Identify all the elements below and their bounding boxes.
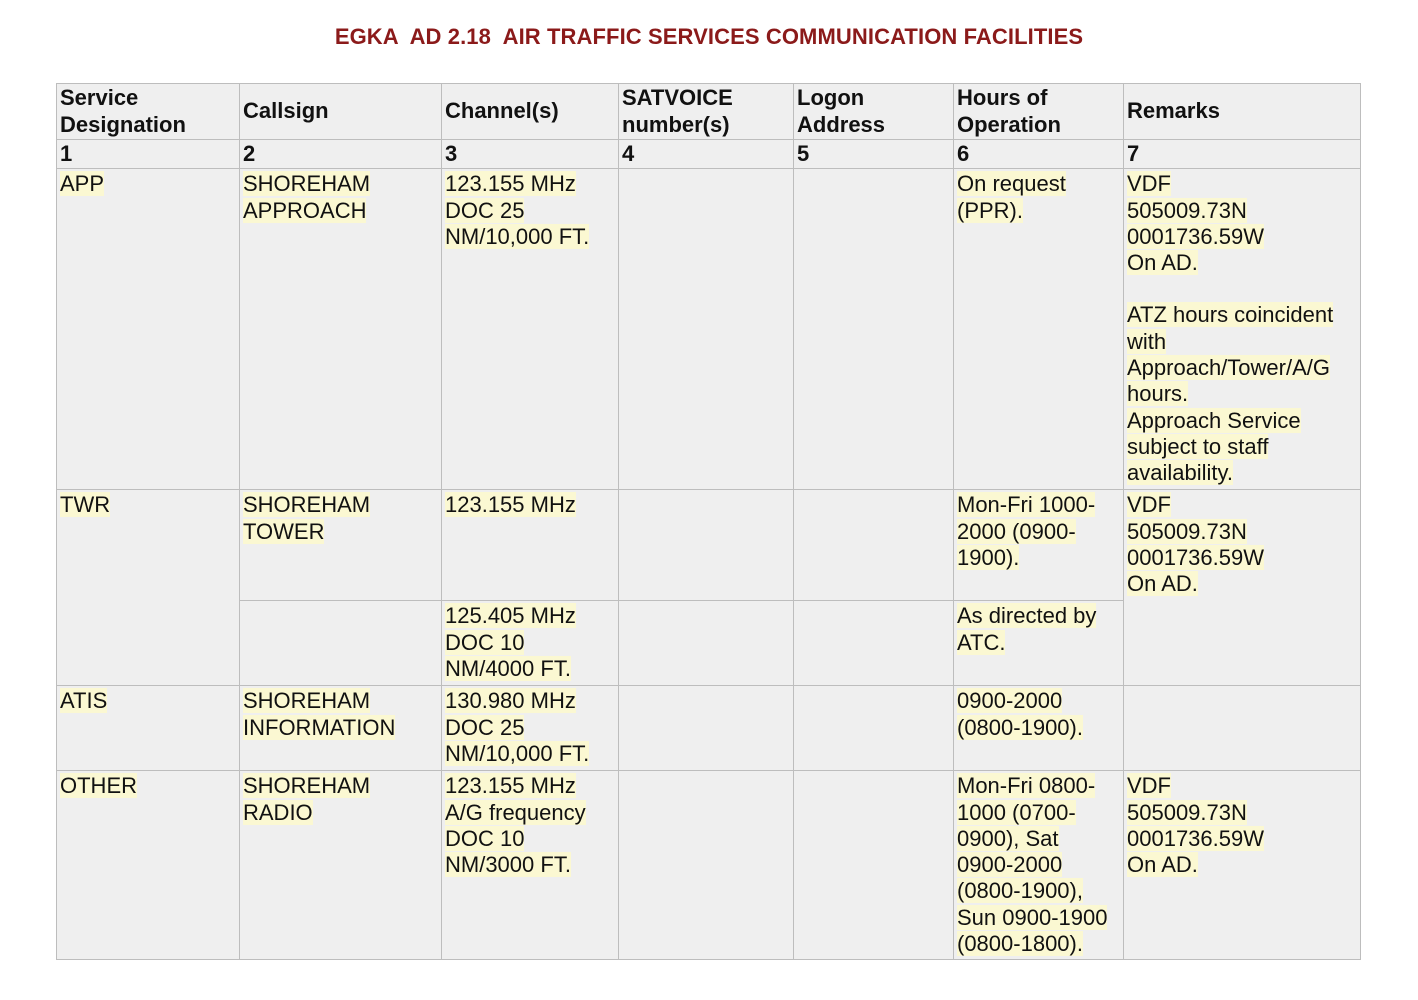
text-line: 2000 (0900- bbox=[957, 518, 1076, 544]
text-line: SHOREHAM bbox=[243, 492, 371, 518]
text-line: ATC. bbox=[957, 629, 1006, 655]
text-line: NM/4000 FT. bbox=[445, 655, 571, 681]
text-line: Channel(s) bbox=[445, 98, 559, 124]
cell-remarks bbox=[1124, 169, 1361, 490]
column-number: 6 bbox=[954, 140, 1124, 169]
cell-callsign bbox=[240, 490, 442, 601]
cell-channels bbox=[442, 686, 619, 771]
text-line: On AD. bbox=[1127, 571, 1198, 597]
column-number: 7 bbox=[1124, 140, 1361, 169]
text-line: (0800-1800). bbox=[957, 931, 1083, 957]
column-number: 1 bbox=[57, 140, 240, 169]
cell-hours bbox=[954, 686, 1124, 771]
text-line: 123.155 MHz bbox=[445, 492, 576, 518]
text-line: 0900-2000 bbox=[957, 688, 1063, 714]
text-line: Mon-Fri 1000- bbox=[957, 492, 1096, 518]
text-line: NM/3000 FT. bbox=[445, 852, 571, 878]
text-line: Approach Service bbox=[1127, 407, 1301, 433]
text-line: Designation bbox=[60, 111, 186, 137]
text-line: 505009.73N bbox=[1127, 799, 1247, 825]
text-line: Mon-Fri 0800- bbox=[957, 773, 1096, 799]
header-channels bbox=[442, 84, 619, 140]
text-line: hours. bbox=[1127, 381, 1189, 407]
column-number: 2 bbox=[240, 140, 442, 169]
cell-service-designation bbox=[57, 490, 240, 686]
text-line: 125.405 MHz bbox=[445, 603, 576, 629]
column-number: 5 bbox=[794, 140, 954, 169]
text-line: Hours of bbox=[957, 85, 1048, 111]
text-line: OTHER bbox=[60, 773, 137, 799]
cell-satvoice bbox=[619, 771, 794, 960]
table-row-other bbox=[57, 771, 1361, 960]
text-line: APPROACH bbox=[243, 197, 367, 223]
text-line: VDF bbox=[1127, 171, 1171, 197]
text-line: NM/10,000 FT. bbox=[445, 223, 590, 249]
header-service-designation bbox=[57, 84, 240, 140]
text-line: TOWER bbox=[243, 518, 325, 544]
text-line: 505009.73N bbox=[1127, 518, 1247, 544]
text-line: (PPR). bbox=[957, 197, 1023, 223]
text-line: 0001736.59W bbox=[1127, 544, 1264, 570]
ats-communication-table bbox=[56, 83, 1361, 960]
cell-hours bbox=[954, 771, 1124, 960]
cell-satvoice bbox=[619, 169, 794, 490]
header-callsign bbox=[240, 84, 442, 140]
cell-callsign bbox=[240, 169, 442, 490]
text-line: On AD. bbox=[1127, 250, 1198, 276]
cell-channels bbox=[442, 169, 619, 490]
cell-callsign bbox=[240, 771, 442, 960]
cell-hours bbox=[954, 601, 1124, 686]
cell-remarks bbox=[1124, 686, 1361, 771]
text-line: DOC 25 bbox=[445, 197, 525, 223]
cell-hours bbox=[954, 169, 1124, 490]
text-line: 123.155 MHz bbox=[445, 171, 576, 197]
cell-channels bbox=[442, 601, 619, 686]
text-line: 1000 (0700- bbox=[957, 799, 1076, 825]
page-title: EGKA AD 2.18 AIR TRAFFIC SERVICES COMMUNICATION FACILITIES bbox=[334, 24, 1084, 49]
text-line: SHOREHAM bbox=[243, 171, 371, 197]
column-number-row bbox=[57, 140, 1361, 169]
text-line: 0001736.59W bbox=[1127, 223, 1264, 249]
table-row-atis bbox=[57, 686, 1361, 771]
table-row-app bbox=[57, 169, 1361, 490]
text-line: On AD. bbox=[1127, 852, 1198, 878]
text-line: As directed by bbox=[957, 603, 1097, 629]
text-line: DOC 10 bbox=[445, 629, 525, 655]
text-line: TWR bbox=[60, 492, 111, 518]
header-hours-of-operation bbox=[954, 84, 1124, 140]
text-line: 130.980 MHz bbox=[445, 688, 576, 714]
cell-service-designation bbox=[57, 771, 240, 960]
text-line: availability. bbox=[1127, 460, 1233, 486]
cell-logon-address bbox=[794, 686, 954, 771]
cell-logon-address bbox=[794, 490, 954, 601]
remarks-atz-block bbox=[1127, 302, 1357, 486]
text-line: 0900), Sat bbox=[957, 825, 1059, 851]
text-line: INFORMATION bbox=[243, 714, 396, 740]
cell-logon-address bbox=[794, 601, 954, 686]
text-line: SATVOICE bbox=[622, 85, 733, 111]
text-line: Address bbox=[797, 111, 886, 137]
text-line: 123.155 MHz bbox=[445, 773, 576, 799]
header-satvoice-numbers bbox=[619, 84, 794, 140]
text-line: Callsign bbox=[243, 98, 329, 124]
text-line: number(s) bbox=[622, 111, 730, 137]
text-line: APP bbox=[60, 171, 105, 197]
text-line: Sun 0900-1900 bbox=[957, 904, 1108, 930]
text-line: (0800-1900). bbox=[957, 714, 1083, 740]
text-line: VDF bbox=[1127, 492, 1171, 518]
text-line: 0001736.59W bbox=[1127, 825, 1264, 851]
column-number: 4 bbox=[619, 140, 794, 169]
text-line: Service bbox=[60, 85, 139, 111]
header-logon-address bbox=[794, 84, 954, 140]
column-number: 3 bbox=[442, 140, 619, 169]
cell-hours bbox=[954, 490, 1124, 601]
text-line: ATIS bbox=[60, 688, 108, 714]
text-line: Logon bbox=[797, 85, 865, 111]
text-line: with bbox=[1127, 328, 1167, 354]
remarks-spacer bbox=[1127, 276, 1357, 302]
remarks-vdf-block bbox=[1127, 171, 1357, 276]
cell-service-designation bbox=[57, 169, 240, 490]
cell-service-designation bbox=[57, 686, 240, 771]
text-line: ATZ hours coincident bbox=[1127, 302, 1334, 328]
cell-callsign bbox=[240, 601, 442, 686]
cell-logon-address bbox=[794, 771, 954, 960]
text-line: Approach/Tower/A/G bbox=[1127, 355, 1330, 381]
header-remarks bbox=[1124, 84, 1361, 140]
text-line: VDF bbox=[1127, 773, 1171, 799]
text-line: RADIO bbox=[243, 799, 313, 825]
text-line: DOC 25 bbox=[445, 714, 525, 740]
cell-remarks bbox=[1124, 490, 1361, 686]
table-row-twr bbox=[57, 490, 1361, 601]
text-line: Remarks bbox=[1127, 98, 1220, 124]
text-line: A/G frequency bbox=[445, 799, 586, 825]
cell-callsign bbox=[240, 686, 442, 771]
cell-satvoice bbox=[619, 601, 794, 686]
text-line: (0800-1900), bbox=[957, 878, 1083, 904]
text-line: 0900-2000 bbox=[957, 852, 1063, 878]
cell-channels bbox=[442, 771, 619, 960]
cell-remarks bbox=[1124, 771, 1361, 960]
text-line: DOC 10 bbox=[445, 825, 525, 851]
cell-satvoice bbox=[619, 686, 794, 771]
cell-satvoice bbox=[619, 490, 794, 601]
text-line: NM/10,000 FT. bbox=[445, 740, 590, 766]
text-line: On request bbox=[957, 171, 1066, 197]
text-line: SHOREHAM bbox=[243, 773, 371, 799]
text-line: SHOREHAM bbox=[243, 688, 371, 714]
cell-logon-address bbox=[794, 169, 954, 490]
text-line: subject to staff bbox=[1127, 433, 1269, 459]
text-line: 505009.73N bbox=[1127, 197, 1247, 223]
header-row bbox=[57, 84, 1361, 140]
cell-channels bbox=[442, 490, 619, 601]
text-line: 1900). bbox=[957, 544, 1020, 570]
text-line: Operation bbox=[957, 111, 1061, 137]
